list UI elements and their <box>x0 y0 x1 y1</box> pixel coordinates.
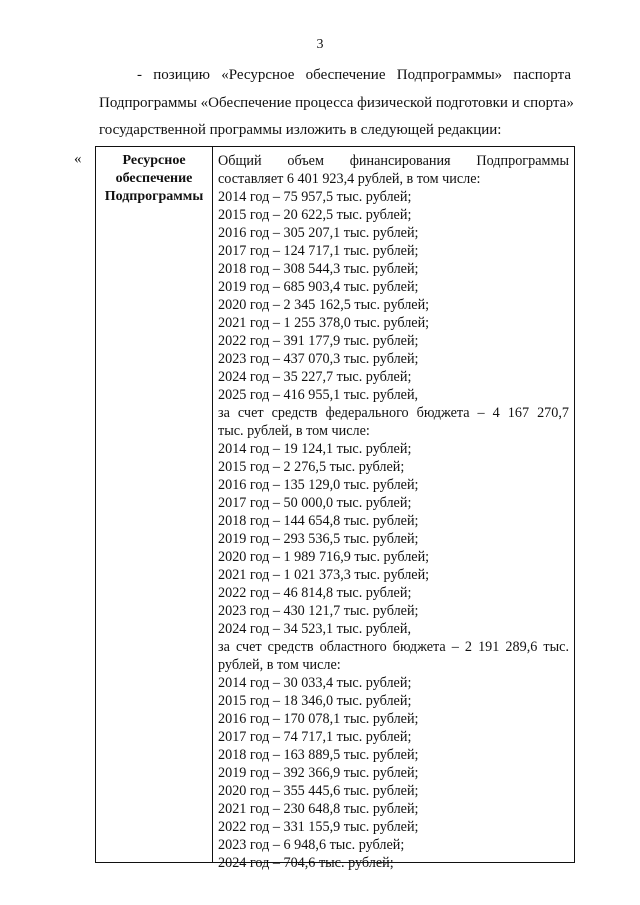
total-year-2022: 2022 год – 391 177,9 тыс. рублей; <box>218 333 419 349</box>
total-year-2025: 2025 год – 416 955,1 тыс. рублей, <box>218 387 419 403</box>
total-year-2017: 2017 год – 124 717,1 тыс. рублей; <box>218 243 419 259</box>
federal-year-2014: 2014 год – 19 124,1 тыс. рублей; <box>218 441 412 457</box>
resource-table <box>95 146 575 871</box>
federal-year-2024: 2024 год – 34 523,1 тыс. рублей, <box>218 621 411 637</box>
regional-year-2018: 2018 год – 163 889,5 тыс. рублей; <box>218 747 419 763</box>
federal-year-2021: 2021 год – 1 021 373,3 тыс. рублей; <box>218 567 430 583</box>
federal-year-2023: 2023 год – 430 121,7 тыс. рублей; <box>218 603 419 619</box>
federal-year-2020: 2020 год – 1 989 716,9 тыс. рублей; <box>218 549 430 565</box>
federal-year-2018: 2018 год – 144 654,8 тыс. рублей; <box>218 513 419 529</box>
regional-year-2014: 2014 год – 30 033,4 тыс. рублей; <box>218 675 412 691</box>
total-year-2019: 2019 год – 685 903,4 тыс. рублей; <box>218 279 419 295</box>
federal-year-2017: 2017 год – 50 000,0 тыс. рублей; <box>218 495 412 511</box>
total-year-2015: 2015 год – 20 622,5 тыс. рублей; <box>218 207 412 223</box>
intro-line-2: Подпрограммы «Обеспечение процесса физической подготовки и спорта» <box>99 95 574 111</box>
regional-year-2019: 2019 год – 392 366,9 тыс. рублей; <box>218 765 419 781</box>
total-year-2016: 2016 год – 305 207,1 тыс. рублей; <box>218 225 419 241</box>
regional-year-2020: 2020 год – 355 445,6 тыс. рублей; <box>218 783 419 799</box>
regional-year-2023: 2023 год – 6 948,6 тыс. рублей; <box>218 837 405 853</box>
total-heading-line-1: Общий объем финансирования Подпрограммы <box>218 153 569 169</box>
federal-year-2016: 2016 год – 135 129,0 тыс. рублей; <box>218 477 419 493</box>
federal-heading-line-1: за счет средств федерального бюджета – 4 167 270,7 <box>218 405 569 421</box>
total-year-2024: 2024 год – 35 227,7 тыс. рублей; <box>218 369 412 385</box>
regional-year-2016: 2016 год – 170 078,1 тыс. рублей; <box>218 711 419 727</box>
regional-year-2021: 2021 год – 230 648,8 тыс. рублей; <box>218 801 419 817</box>
total-year-2023: 2023 год – 437 070,3 тыс. рублей; <box>218 351 419 367</box>
total-year-2020: 2020 год – 2 345 162,5 тыс. рублей; <box>218 297 430 313</box>
intro-line-1: - позицию «Ресурсное обеспечение Подпрограммы» паспорта <box>137 67 571 83</box>
label-cell <box>96 152 212 206</box>
total-year-2021: 2021 год – 1 255 378,0 тыс. рублей; <box>218 315 430 331</box>
content-cell <box>218 152 569 872</box>
label-line: Ресурсное <box>122 153 186 168</box>
federal-heading-line-2: тыс. рублей, в том числе: <box>218 423 370 439</box>
regional-year-2022: 2022 год – 331 155,9 тыс. рублей; <box>218 819 419 835</box>
regional-heading-line-2: рублей, в том числе: <box>218 657 341 673</box>
intro-line-3: государственной программы изложить в следующей редакции: <box>99 122 502 138</box>
regional-year-2015: 2015 год – 18 346,0 тыс. рублей; <box>218 693 412 709</box>
regional-year-2024: 2024 год – 704,6 тыс. рублей; <box>218 855 394 871</box>
label-line: Подпрограммы <box>104 189 204 204</box>
federal-year-2015: 2015 год – 2 276,5 тыс. рублей; <box>218 459 405 475</box>
page-number: 3 <box>316 37 324 52</box>
label-line: обеспечение <box>115 171 193 186</box>
total-heading-line-2: составляет 6 401 923,4 рублей, в том числе: <box>218 171 481 187</box>
regional-year-2017: 2017 год – 74 717,1 тыс. рублей; <box>218 729 412 745</box>
total-year-2014: 2014 год – 75 957,5 тыс. рублей; <box>218 189 412 205</box>
regional-heading-line-1: за счет средств областного бюджета – 2 191 289,6 тыс. <box>218 639 569 655</box>
opening-quote-mark: « <box>74 151 82 167</box>
column-divider <box>212 147 213 862</box>
federal-year-2022: 2022 год – 46 814,8 тыс. рублей; <box>218 585 412 601</box>
total-year-2018: 2018 год – 308 544,3 тыс. рублей; <box>218 261 419 277</box>
federal-year-2019: 2019 год – 293 536,5 тыс. рублей; <box>218 531 419 547</box>
